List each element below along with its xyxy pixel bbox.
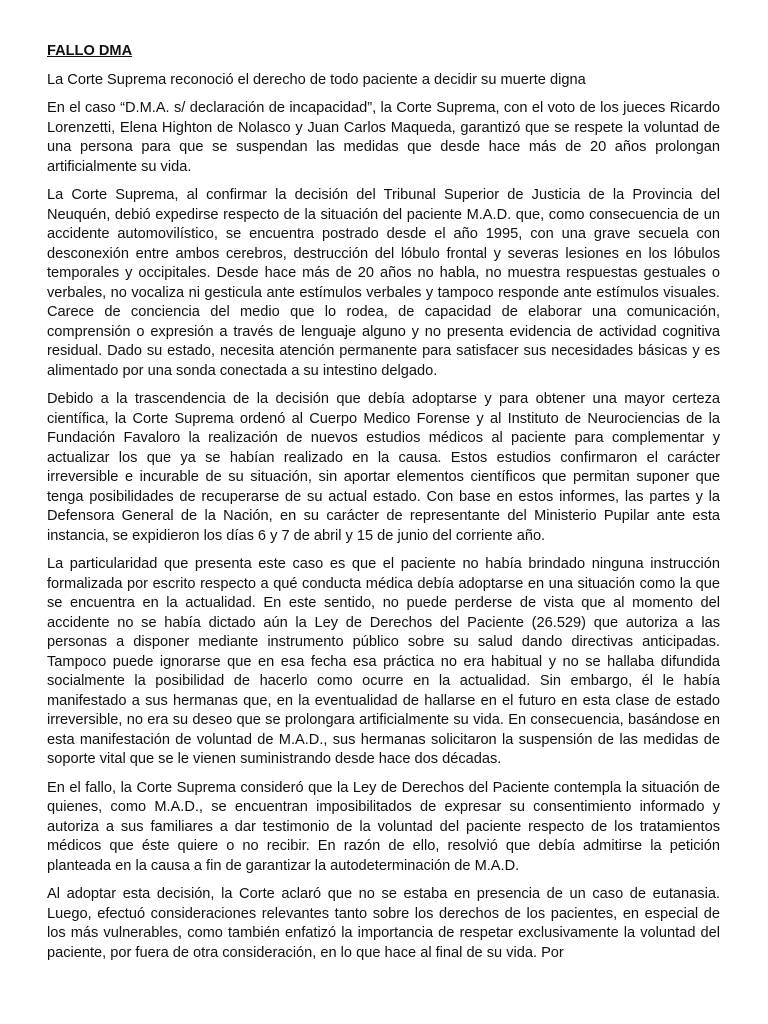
paragraph-medical-studies: Debido a la trascendencia de la decisión que debía adoptarse y para obtener una mayor certeza científica, la Corte Suprema ordenó al Cuerpo Medico Forense y al Instituto de Neurociencias de la Fundación Favaloro la realización de nuevos estudios médicos al paciente para complementar y actualizar los que ya se habían realizado en la causa. Estos estudios confirmaron el carácter irreversible e incurable de su situación, sin aportar elementos científicos que permitan suponer que tenga posibilidades de recuperarse de su actual estado. Con base en estos informes, las partes y la Defensora General de la Nación, en su carácter de representante del Ministerio Pupilar ante esta instancia, se expidieron los días 6 y 7 de abril y 15 de junio del corriente año. — [47, 391, 720, 544]
document-title: FALLO DMA — [47, 43, 133, 59]
paragraph-case-background: La Corte Suprema, al confirmar la decisión del Tribunal Superior de Justicia de la Provincia del Neuquén, debió expedirse respecto de la situación del paciente M.A.D. que, como consecuencia de un accidente automovilístico, se encuentra postrado desde el año 1995, con una grave secuela con desconexión entre ambos cerebros, destrucción del lóbulo frontal y severas lesiones en los lóbulos temporales y occipitales. Desde hace más de 20 años no habla, no muestra respuestas gestuales o verbales, no vocaliza ni gesticula ante estímulos verbales y tampoco responde ante estímulos visuales. Carece de conciencia del medio que lo rodea, de capacidad de elaborar una comunicación, comprensión o expresión a través de lenguaje alguno y no presenta evidencia de actividad cognitiva residual. Dado su estado, necesita atención permanente para satisfacer sus necesidades básicas y es alimentado por una sonda conectada a su intestino delgado. — [47, 187, 720, 379]
document-subtitle: La Corte Suprema reconoció el derecho de todo paciente a decidir su muerte digna — [47, 71, 586, 88]
paragraph-ruling: En el fallo, la Corte Suprema consideró que la Ley de Derechos del Paciente contempla la situación de quienes, como M.A.D., se encuentran imposibilitados de expresar su consentimiento informado y autoriza a sus familiares a dar testimonio de la voluntad del paciente respecto de los tratamientos médicos que éste quiere o no recibir. En razón de ello, resolvió que debía admitirse la petición planteada en la causa a fin de garantizar la autodeterminación de M.A.D. — [47, 779, 720, 874]
paragraph-not-euthanasia: Al adoptar esta decisión, la Corte aclaró que no se estaba en presencia de un caso de eutanasia. Luego, efectuó consideraciones relevantes tanto sobre los derechos de los pacientes, en especial de los más vulnerables, como también enfatizó la importancia de respetar exclusivamente la voluntad del paciente, por fuera de otra consideración, en lo que hace al final de su vida. Por — [47, 886, 720, 961]
document-page — [47, 40, 720, 972]
paragraph-intro: En el caso “D.M.A. s/ declaración de incapacidad”, la Corte Suprema, con el voto de los jueces Ricardo Lorenzetti, Elena Highton de Nolasco y Juan Carlos Maqueda, garantizó que se respete la voluntad de una persona para que se suspendan las medidas que desde hace más de 20 años prolongan artificialmente su vida. — [47, 100, 720, 175]
paragraph-particularity: La particularidad que presenta este caso es que el paciente no había brindado ninguna instrucción formalizada por escrito respecto a qué conducta médica debía adoptarse en una situación como la que se encuentra en la actualidad. En este sentido, no puede perderse de vista que al momento del accidente no se había dictado aún la Ley de Derechos del Paciente (26.529) que autoriza a las personas a disponer mediante instrumento público sobre su salud dando directivas anticipadas. Tampoco puede ignorarse que en esa fecha esa práctica no era habitual y no se hallaba difundida socialmente la posibilidad de hacerlo como ocurre en la actualidad. Sin embargo, él le había manifestado a sus hermanas que, en la eventualidad de hallarse en el futuro en esta clase de estado irreversible, no era su deseo que se prolongara artificialmente su vida. En consecuencia, basándose en esta manifestación de voluntad de M.A.D., sus hermanas solicitaron la suspensión de las medidas de soporte vital que se le vienen suministrando desde hace dos décadas. — [47, 556, 720, 767]
